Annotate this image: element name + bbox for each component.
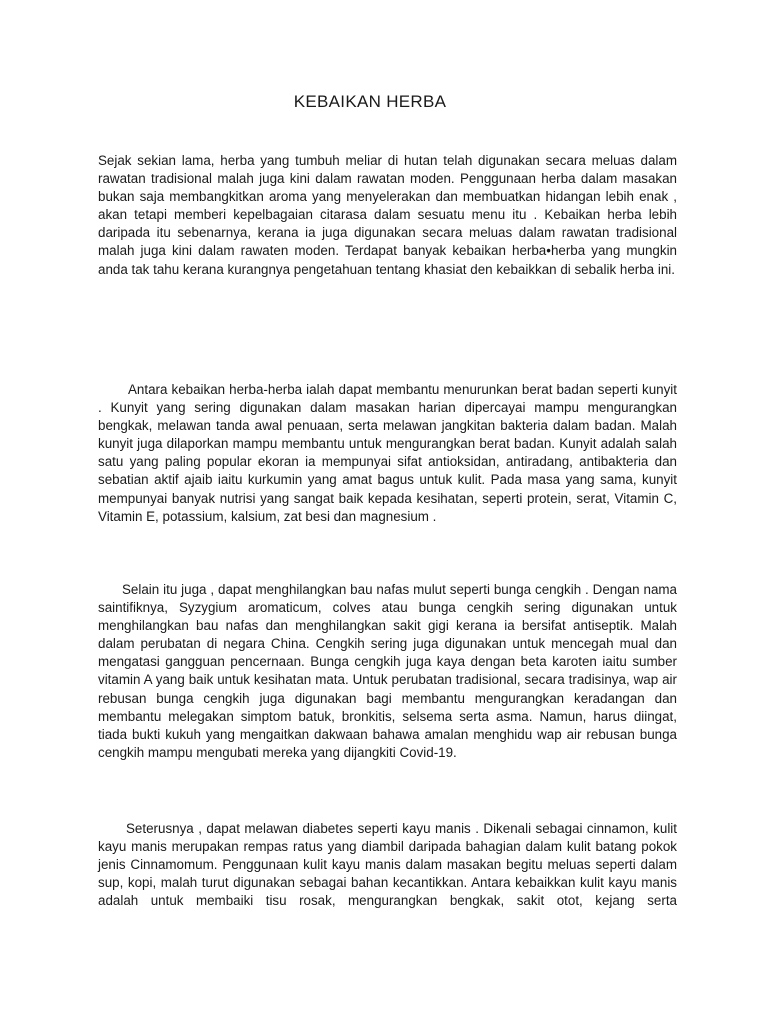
- paragraph-bunga-cengkih: Selain itu juga , dapat menghilangkan bau nafas mulut seperti bunga cengkih . Dengan nama saintifiknya, Syzygium aromaticum, colves atau bunga cengkih sering digunakan untuk menghilangkan bau nafas dan menghilangkan sakit gigi kerana ia bersifat antiseptik. Malah dalam perubatan di negara China. Cengkih sering juga digunakan untuk mencegah mual dan mengatasi gangguan pencernaan. Bunga cengkih juga kaya dengan beta karoten iaitu sumber vitamin A yang baik untuk kesihatan mata. Untuk perubatan tradisional, secara tradisinya, wap air rebusan bunga cengkih juga digunakan bagi membantu mengurangkan keradangan dan membantu melegakan simptom batuk, bronkitis, selsema serta asma. Namun, harus diingat, tiada bukti kukuh yang mengaitkan dakwaan bahawa amalan menghidu wap air rebusan bunga cengkih mampu mengubati mereka yang dijangkiti Covid-19.: [98, 582, 677, 760]
- document-title: KEBAIKAN HERBA: [293, 92, 447, 111]
- paragraph-kunyit: Antara kebaikan herba-herba ialah dapat membantu menurunkan berat badan seperti kunyit . Kunyit yang sering digunakan dalam masakan harian dipercayai mampu mengurangkan bengkak, melawan tanda awal penuaan, serta melawan jangkitan bakteria dalam badan. Malah kunyit juga dilaporkan mampu membantu untuk mengurangkan berat badan. Kunyit adalah salah satu yang paling popular ekoran ia mempunyai sifat antioksidan, antiradang, antibakteria dan sebatian aktif ajaib iaitu kurkumin yang amat bagus untuk kulit. Pada masa yang sama, kunyit mempunyai banyak nutrisi yang sangat baik kepada kesihatan, seperti protein, serat, Vitamin C, Vitamin E, potassium, kalsium, zat besi dan magnesium .: [98, 382, 677, 524]
- paragraph-kayu-manis: Seterusnya , dapat melawan diabetes seperti kayu manis . Dikenali sebagai cinnamon, kulit kayu manis merupakan rempas ratus yang diambil daripada bahagian dalam kulit batang pokok jenis Cinnamomum. Penggunaan kulit kayu manis dalam masakan begitu meluas seperti dalam sup, kopi, malah turut digunakan sebagai bahan kecantikkan. Antara kebaikkan kulit kayu manis adalah untuk membaiki tisu rosak, mengurangkan bengkak, sakit otot, kejang serta: [98, 821, 677, 909]
- paragraph-intro: Sejak sekian lama, herba yang tumbuh meliar di hutan telah digunakan secara meluas dalam rawatan tradisional malah juga kini dalam rawatan moden. Penggunaan herba dalam masakan bukan saja membangkitkan aroma yang menyelerakan dan membuatkan hidangan lebih enak , akan tetapi memberi kepelbagaian citarasa dalam sesuatu menu itu . Kebaikan herba lebih daripada itu sebenarnya, kerana ia juga digunakan secara meluas dalam rawatan tradisional malah juga kini dalam rawaten moden. Terdapat banyak kebaikan herba•herba yang mungkin anda tak tahu kerana kurangnya pengetahuan tentang khasiat den kebaikkan di sebalik herba ini.: [98, 153, 677, 277]
